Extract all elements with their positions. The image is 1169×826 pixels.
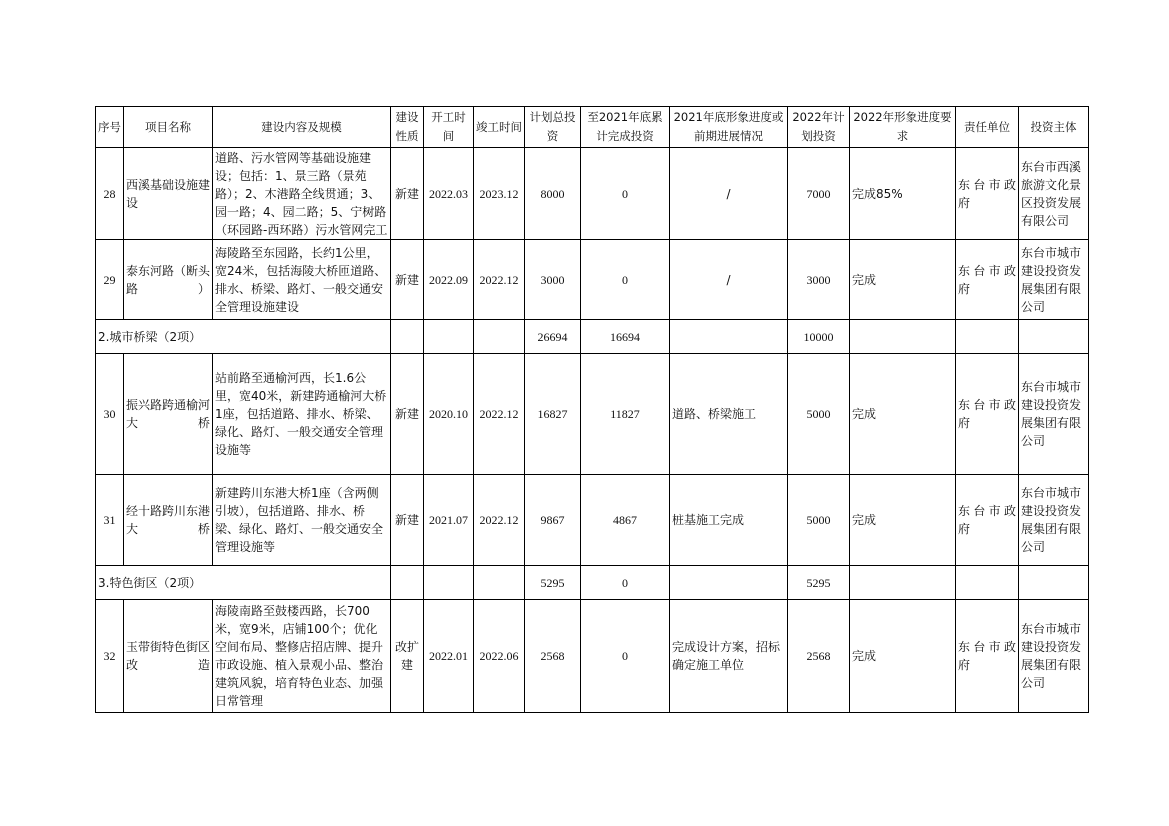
header-req-2022: 2022年形象进度要求 xyxy=(850,107,956,148)
row-start: 2021.07 xyxy=(424,475,474,566)
header-nature: 建设性质 xyxy=(391,107,424,148)
row-progress-2021: 完成设计方案，招标确定施工单位 xyxy=(670,600,788,713)
empty-cell xyxy=(670,320,788,354)
row-name: 经十路跨川东港大桥 xyxy=(124,475,213,566)
row-completed-2021: 0 xyxy=(581,240,670,320)
table-row xyxy=(96,240,1089,320)
row-nature: 新建 xyxy=(391,240,424,320)
empty-cell xyxy=(956,320,1019,354)
row-start: 2022.01 xyxy=(424,600,474,713)
row-investor: 东台市城市建设投资发展集团有限公司 xyxy=(1019,475,1089,566)
row-investor: 东台市城市建设投资发展集团有限公司 xyxy=(1019,240,1089,320)
empty-cell xyxy=(850,320,956,354)
row-progress-2021: 道路、桥梁施工 xyxy=(670,354,788,475)
row-plan-total: 8000 xyxy=(525,148,581,240)
row-completed-2021: 4867 xyxy=(581,475,670,566)
empty-cell xyxy=(670,566,788,600)
row-nature: 新建 xyxy=(391,475,424,566)
header-seq: 序号 xyxy=(96,107,124,148)
header-start: 开工时间 xyxy=(424,107,474,148)
row-seq: 29 xyxy=(96,240,124,320)
header-investor: 投资主体 xyxy=(1019,107,1089,148)
section-completed-2021: 16694 xyxy=(581,320,670,354)
row-unit: 东台市政府 xyxy=(956,240,1019,320)
row-seq: 30 xyxy=(96,354,124,475)
empty-cell xyxy=(1019,320,1089,354)
empty-cell xyxy=(1019,566,1089,600)
section-label: 2.城市桥梁（2项） xyxy=(96,320,391,354)
row-content: 站前路至通榆河西，长1.6公里，宽40米，新建跨通榆河大桥1座，包括道路、排水、桥梁、绿化、路灯、一般交通安全管理设施等 xyxy=(213,354,391,475)
row-unit: 东台市政府 xyxy=(956,600,1019,713)
row-investor: 东台市城市建设投资发展集团有限公司 xyxy=(1019,354,1089,475)
row-name: 泰东河路（断头路） xyxy=(124,240,213,320)
row-req-2022: 完成 xyxy=(850,354,956,475)
section-label: 3.特色街区（2项） xyxy=(96,566,391,600)
row-finish: 2022.06 xyxy=(474,600,525,713)
section-completed-2021: 0 xyxy=(581,566,670,600)
row-content: 海陵路至东园路，长约1公里，宽24米，包括海陵大桥匝道路、排水、桥梁、路灯、一般交通安全管理设施建设 xyxy=(213,240,391,320)
row-finish: 2022.12 xyxy=(474,240,525,320)
table-row xyxy=(96,475,1089,566)
section-plan-2022: 10000 xyxy=(788,320,850,354)
row-plan-2022: 7000 xyxy=(788,148,850,240)
header-finish: 竣工时间 xyxy=(474,107,525,148)
section-plan-2022: 5295 xyxy=(788,566,850,600)
row-req-2022: 完成 xyxy=(850,475,956,566)
row-unit: 东台市政府 xyxy=(956,354,1019,475)
empty-cell xyxy=(391,320,424,354)
header-plan-2022: 2022年计划投资 xyxy=(788,107,850,148)
empty-cell xyxy=(474,566,525,600)
section-plan-total: 5295 xyxy=(525,566,581,600)
row-progress-2021: / xyxy=(670,240,788,320)
empty-cell xyxy=(474,320,525,354)
header-plan-total: 计划总投资 xyxy=(525,107,581,148)
header-completed-2021: 至2021年底累计完成投资 xyxy=(581,107,670,148)
empty-cell xyxy=(850,566,956,600)
row-plan-2022: 5000 xyxy=(788,475,850,566)
row-progress-2021: 桩基施工完成 xyxy=(670,475,788,566)
row-finish: 2022.12 xyxy=(474,354,525,475)
row-plan-2022: 5000 xyxy=(788,354,850,475)
row-nature: 改扩建 xyxy=(391,600,424,713)
row-plan-2022: 2568 xyxy=(788,600,850,713)
row-plan-2022: 3000 xyxy=(788,240,850,320)
section-plan-total: 26694 xyxy=(525,320,581,354)
row-progress-2021: / xyxy=(670,148,788,240)
row-plan-total: 2568 xyxy=(525,600,581,713)
row-completed-2021: 0 xyxy=(581,148,670,240)
row-name: 西溪基础设施建设 xyxy=(124,148,213,240)
row-plan-total: 9867 xyxy=(525,475,581,566)
empty-cell xyxy=(424,320,474,354)
row-unit: 东台市政府 xyxy=(956,148,1019,240)
header-row xyxy=(96,107,1089,148)
row-req-2022: 完成 xyxy=(850,240,956,320)
table-row xyxy=(96,354,1089,475)
row-investor: 东台市城市建设投资发展集团有限公司 xyxy=(1019,600,1089,713)
header-unit: 责任单位 xyxy=(956,107,1019,148)
row-req-2022: 完成85% xyxy=(850,148,956,240)
row-seq: 31 xyxy=(96,475,124,566)
row-finish: 2023.12 xyxy=(474,148,525,240)
row-unit: 东台市政府 xyxy=(956,475,1019,566)
row-content: 海陵南路至鼓楼西路，长700米，宽9米，店铺100个；优化空间布局、整修店招店牌、提升市政设施、植入景观小品、整治建筑风貌，培育特色业态、加强日常管理 xyxy=(213,600,391,713)
row-name: 振兴路跨通榆河大桥 xyxy=(124,354,213,475)
row-content: 新建跨川东港大桥1座（含两侧引坡），包括道路、排水、桥梁、绿化、路灯、一般交通安全管理设施等 xyxy=(213,475,391,566)
header-name: 项目名称 xyxy=(124,107,213,148)
row-completed-2021: 0 xyxy=(581,600,670,713)
row-start: 2020.10 xyxy=(424,354,474,475)
row-start: 2022.09 xyxy=(424,240,474,320)
row-content: 道路、污水管网等基础设施建设；包括：1、景三路（景苑路）；2、木港路全线贯通；3、园一路；4、园二路；5、宁树路（环园路-西环路）污水管网完工 xyxy=(213,148,391,240)
empty-cell xyxy=(424,566,474,600)
row-plan-total: 16827 xyxy=(525,354,581,475)
header-progress-2021: 2021年底形象进度或前期进展情况 xyxy=(670,107,788,148)
project-table xyxy=(95,106,1089,713)
row-plan-total: 3000 xyxy=(525,240,581,320)
section-row-bridges xyxy=(96,320,1089,354)
empty-cell xyxy=(391,566,424,600)
row-nature: 新建 xyxy=(391,354,424,475)
section-row-streets xyxy=(96,566,1089,600)
row-seq: 32 xyxy=(96,600,124,713)
row-finish: 2022.12 xyxy=(474,475,525,566)
table-row xyxy=(96,600,1089,713)
table-row xyxy=(96,148,1089,240)
row-seq: 28 xyxy=(96,148,124,240)
row-completed-2021: 11827 xyxy=(581,354,670,475)
header-content: 建设内容及规模 xyxy=(213,107,391,148)
row-req-2022: 完成 xyxy=(850,600,956,713)
row-start: 2022.03 xyxy=(424,148,474,240)
empty-cell xyxy=(956,566,1019,600)
row-name: 玉带街特色街区改造 xyxy=(124,600,213,713)
row-investor: 东台市西溪旅游文化景区投资发展有限公司 xyxy=(1019,148,1089,240)
row-nature: 新建 xyxy=(391,148,424,240)
